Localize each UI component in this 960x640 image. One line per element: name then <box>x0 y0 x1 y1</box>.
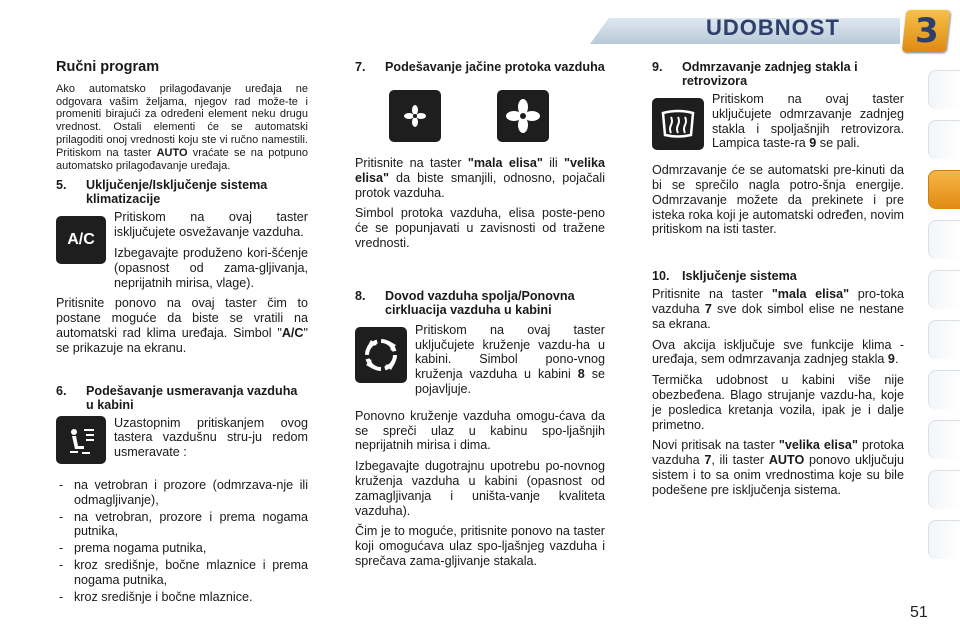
chapter-title: UDOBNOST <box>706 15 840 40</box>
section-5-p2: Izbegavajte produženo kori-šćenje (opasnost od zama-gljivanja, neprijatnih mirisa, vlage). <box>114 245 308 290</box>
chapter-tab[interactable] <box>928 220 960 259</box>
list-item: - prema nogama putnika, <box>56 541 308 556</box>
chapter-tab[interactable] <box>928 470 960 509</box>
section-8-p4: Čim je to moguće, pritisnite ponovo na taster koji omogućava ulaz spo-ljašnjeg vazduha i sprečava zama-gljivanje stakala. <box>355 524 605 568</box>
chapter-tab[interactable] <box>928 70 960 109</box>
section-10-heading: 10. Isključenje sistema <box>652 269 797 284</box>
list-item: - na vetrobran, prozore i prema nogama putnika, <box>56 510 308 540</box>
section-6-p1: Uzastopnim pritiskanjem ovog tastera vazdušnu stru-ju redom usmeravate : <box>114 415 308 460</box>
section-6-row <box>56 416 308 466</box>
section-9-p1: Pritiskom na ovaj taster uključujete odmrzavanje zadnjeg stakla i spoljašnjih retrovizora. Lampica taste-ra 9 se pali. <box>712 92 904 151</box>
section-6-heading: 6. Podešavanje usmeravanja vazduha u kabini <box>56 383 298 412</box>
column-middle <box>355 60 605 577</box>
section-9-heading: 9. Odmrzavanje zadnjeg stakla i retrovizora <box>652 60 858 88</box>
chapter-tab[interactable] <box>928 370 960 409</box>
chapter-tab[interactable] <box>928 120 960 159</box>
rear-defrost-icon <box>652 98 704 150</box>
chapter-tab[interactable] <box>928 320 960 359</box>
large-fan-icon <box>497 90 549 142</box>
section-7 <box>355 60 605 251</box>
page-number: 51 <box>910 604 928 621</box>
section-title-manual: Ručni program <box>56 59 160 75</box>
section-5-p3: Pritisnite ponovo na ovaj taster čim to postane moguće da biste se vratili na automatski rad klima uređaja. Simbol "A/C" se prikazuje na ekranu. <box>56 296 308 355</box>
intro-paragraph: Ako automatsko prilagođavanje uređaja ne odgovara vašim željama, njegov rad može-te i promeniti birajući za određeni element neku drugu vrednost. Ostali elementi će se automatski prilagoditi onoj vrednosti koju ste vi ručno namestili. Pritiskom na taster AUTO vraćate se na potpuno automatsko prilagođavanje uređaja. <box>56 82 308 172</box>
chapter-tabs <box>928 70 960 570</box>
section-10-p2: Ova akcija isključuje sve funkcije klima - uređaja, sem odmrzavanja zadnjeg stakla 9. <box>652 337 904 367</box>
section-7-p2: Simbol protoka vazduha, elisa poste-peno će se popunjavati u zavisnosti od tražene vrednosti. <box>355 206 605 250</box>
section-10-p3: Termička udobnost u kabini više nije obezbeđena. Blago strujanje vazdu-ha, koje je posledica kretanja vozila, ipak je i dalje primetno. <box>652 373 904 432</box>
section-9-row <box>652 92 904 157</box>
section-5-row <box>56 210 308 290</box>
section-7-heading: 7. Podešavanje jačine protoka vazduha <box>355 60 605 74</box>
list-item: - kroz središnje, bočne mlaznice i prema nogama putnika, <box>56 558 308 588</box>
list-item: - kroz središnje i bočne mlaznice. <box>56 590 308 605</box>
air-direction-list <box>56 478 308 604</box>
section-8-row <box>355 323 605 403</box>
section-10-p4: Novi pritisak na taster "velika elisa" protoka vazduha 7, ili taster AUTO ponovo uključuju sistem i to sa onim vrednostima koje su bile podešene pre isključenja sistema. <box>652 438 904 497</box>
section-7-p1: Pritisnite na taster "mala elisa" ili "velika elisa" da biste smanjili, odnosno, pojačali protok vazduha. <box>355 156 605 200</box>
chapter-number: 3 <box>915 11 939 51</box>
section-9 <box>652 60 904 237</box>
section-5 <box>56 178 308 355</box>
section-6 <box>56 384 308 605</box>
chapter-tab-active[interactable] <box>928 170 960 209</box>
section-5-p1: Pritiskom na ovaj taster isključujete osvežavanje vazduha. <box>114 210 308 240</box>
section-9-p2: Odmrzavanje će se automatski pre-kinuti da bi se sprečilo nagla potro-šnja energije. Odmrzavanje možete da prekinete i pre isteka roka koji je automatski određen, novim pritiskom na isti taster. <box>652 163 904 237</box>
list-item: - na vetrobran i prozore (odmrzava-nje ili odmagljivanje), <box>56 478 308 508</box>
recirculation-icon <box>355 327 407 383</box>
section-8-heading: 8. Dovod vazduha spolja/Ponovna cirkluacija vazduha u kabini <box>355 288 575 317</box>
section-5-heading: 5. Uključenje/Isključenje sistema klimatizacije <box>56 178 268 207</box>
section-10-p1: Pritisnite na taster "mala elisa" pro-toka vazduha 7 sve dok simbol elise ne nestane sa ekrana. <box>652 287 905 331</box>
chapter-tab[interactable] <box>928 520 960 559</box>
column-right <box>652 60 904 506</box>
section-8-p2: Ponovno kruženje vazduha omogu-ćava da se spreči ulaz u kabinu spo-ljašnjih neprijatnih mirisa i dima. <box>355 408 605 453</box>
chapter-tab[interactable] <box>928 420 960 459</box>
section-8-p1: Pritiskom na ovaj taster uključujete kruženje vazdu-ha u kabini. Simbol pono-vnog kruženja vazduha u kabini 8 se pojavljuje. <box>415 322 605 396</box>
air-distribution-icon <box>56 416 106 464</box>
chapter-tab[interactable] <box>928 270 960 309</box>
section-8-p3: Izbegavajte dugotrajnu upotrebu po-novnog kruženja vazduha u kabini (opasnost od zamagljivanja i uništa-vanje kvaliteta vazduha). <box>355 459 605 518</box>
section-10 <box>652 269 904 497</box>
small-fan-icon <box>389 90 441 142</box>
section-8 <box>355 289 605 569</box>
column-left <box>56 60 308 612</box>
ac-button-icon: A/C <box>56 216 106 264</box>
